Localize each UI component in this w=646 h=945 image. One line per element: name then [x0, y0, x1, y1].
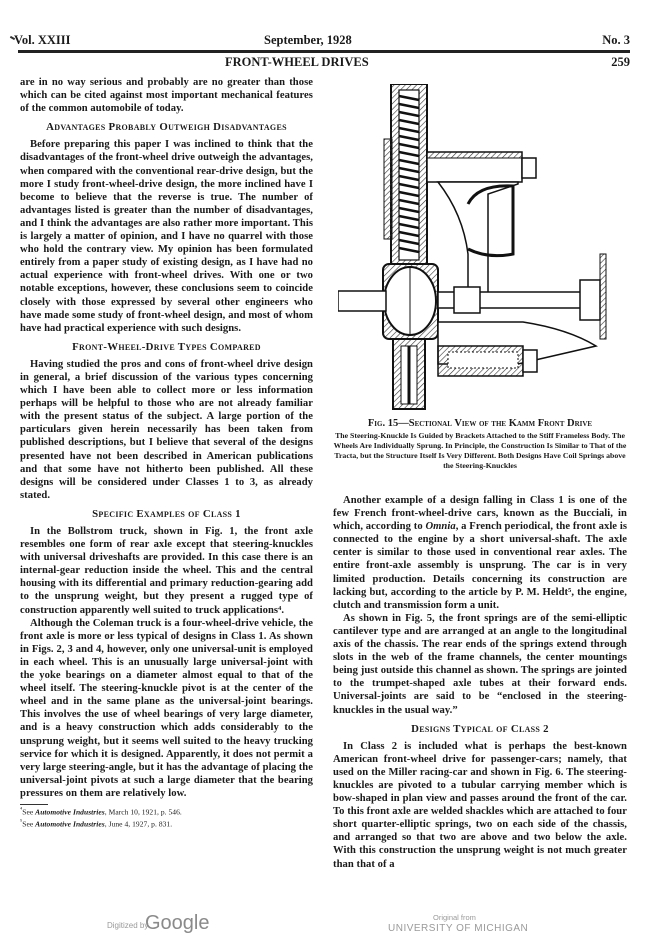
digitization-footer	[0, 912, 646, 938]
figure-caption-text: The Steering-Knuckle Is Guided by Brackets Attached to the Stiff Frameless Body. The Wheels Are Individually Sprung. In Principle, the Construction Is Similar to That of the Tracta, but the Structure Itself Is Very Different. Both Designs Have Coil Springs above the Steering-Knuckles	[333, 431, 627, 470]
body-paragraph: In the Bollstrom truck, shown in Fig. 1, the front axle resembles one form of rear axle except that steering-knuckles with universal driveshafts are provided. In this case there is an internal-gear reduction inside the wheel. This and the central housing with its differential and primary reduction-gearing add to the unsprung weight, but they present a rugged type of construction apparently well suited to truck applications⁴.	[20, 526, 313, 616]
volume-label: Vol. XXIII	[14, 33, 71, 47]
text-run: Another example of a design falling in Class 1 is one of the few French front-wheel-drive cars, known as the Bucciali, in which, according to	[333, 495, 627, 533]
body-paragraph: In Class 2 is included what is perhaps the best-known American front-wheel drive for passenger-cars; namely, that used on the Miller racing-car and shown in Fig. 6. The steering-knuckles are pivoted to a tubular carrying member which is bow-shaped in plan view and passes around the front of the car. To this front axle are welded shackles which are attached to four short quarter-elliptic springs, two on each side of the chassis, and arranged so that two are above and two below the axle. With this construction the unsprung weight is not much greater than that of a	[333, 740, 627, 870]
body-paragraph: Before preparing this paper I was inclined to think that the disadvantages of the front-wheel drive outweigh the advantages, when compared with the conventional rear-drive design, but the more I study front-wheel-drive design, the more inclined have I become to believe that the reverse is true. The number of advantages listed is greater than the number of disadvantages, and I think the advantages are also rather more important. This is largely a matter of opinion, and I have no quarrel with those who hold the contrary view. My opinion has been formulated entirely from a paper study of existing design, as I have had no actual experience with front-wheel drives. With one or two notable exceptions, however, these conclusions seem to coincide closely with those expressed by several other engineers who have made some study of front-wheel design, and most of whom have had practical experience with such designs.	[20, 139, 313, 334]
page-number: 259	[611, 55, 630, 69]
footnote-prefix: See	[22, 807, 36, 817]
section-heading: Advantages Probably Outweigh Disadvantages	[46, 121, 287, 134]
header-rule	[18, 50, 630, 53]
text-run: , a French periodical, the front axle is connected to the engine by a short universal-shaft. The axle center is similar to those used in conventional rear axles. The entire front-axle assembly is unsprung. The car is in very limited production. Details concerning its construction are lacking but, according to the article by P. M. Heldt⁵, the engine, clutch and transmission form a unit.	[333, 521, 627, 611]
footnote-suffix: , June 4, 1927, p. 831.	[104, 819, 173, 829]
footnote	[20, 817, 313, 830]
page-header	[14, 33, 630, 47]
right-column	[333, 494, 627, 871]
body-paragraph: As shown in Fig. 5, the front springs are of the semi-elliptic cantilever type and are arranged at an angle to the longitudinal axis of the chassis. The rear ends of the springs extend through slots in the web of the frame channels, the center mountings being just outside this channel as shown. The springs are jointed to the trumpet-shaped axle tubes at their forward ends. Universal-joints are said to be “enclosed in the steering-knuckles in the usual way.”	[333, 612, 627, 716]
footnote	[20, 805, 313, 818]
footnote-mark: ⁴	[20, 805, 23, 813]
figure-drawing	[338, 84, 628, 414]
body-paragraph: Although the Coleman truck is a four-wheel-drive vehicle, the front axle is more or less typical of designs in Class 1. As shown in Figs. 2, 3 and 4, however, only one universal-unit is employed in each wheel. This is an unusually large universal-joint with the yoke bearings on a diameter almost equal to that of the wheel itself. The steering-knuckle pivot is at the center of the wheel and in the same plane as the universal-joint bearings. This involves the use of wheel bearings of very large diameter, and is a heavy construction which adds considerably to the unsprung weight, but it seems well suited to the heavy trucking service for which it is designed. Apparently, it does not permit a very large steering-angle, but it has the advantage of placing the universal-joint pivots at such a large diameter that the bearing pressures on them are relatively low.	[20, 617, 313, 799]
institution-label: UNIVERSITY OF MICHIGAN	[388, 923, 529, 934]
issue-number: No. 3	[602, 33, 630, 47]
body-paragraph	[333, 494, 627, 612]
original-from-label: Original from	[433, 913, 476, 922]
intro-paragraph: are in no way serious and probably are no greater than those which can be cited against most important mechanical features of the common automobile of today.	[20, 77, 313, 115]
footnote-prefix: See	[22, 819, 36, 829]
footnote-mark: ⁵	[20, 818, 23, 826]
running-title: FRONT-WHEEL DRIVES	[225, 55, 369, 69]
kamm-front-drive-drawing-icon	[338, 84, 628, 414]
body-paragraph: Having studied the pros and cons of front-wheel drive design in general, a brief discussion of the various types concerning which I have been able to collect more or less information perhaps will be helpful to those who are not already familiar with the present status of the subject. A large portion of the particulars given herein necessarily has been taken from published descriptions, but I believe that several of the designs presented have not been described in American publications and that some have not hitherto been published. All these designs will be considered under Classes 1 to 3, as already stated.	[20, 358, 313, 501]
periodical-name: Omnia	[425, 521, 456, 533]
digitized-by-label: Digitized by	[107, 921, 149, 930]
section-heading: Designs Typical of Class 2	[411, 722, 549, 735]
left-column	[20, 76, 313, 830]
issue-date: September, 1928	[264, 33, 352, 47]
footnote-source: Automotive Industries	[35, 807, 105, 817]
figure-caption	[333, 418, 627, 471]
figure-title: Fig. 15—Sectional View of the Kamm Front Drive	[367, 418, 593, 429]
google-logo: Google	[145, 912, 210, 934]
section-heading: Specific Examples of Class 1	[92, 507, 241, 520]
section-heading: Front-Wheel-Drive Types Compared	[72, 340, 261, 353]
footnote-suffix: , March 10, 1921, p. 546.	[104, 807, 182, 817]
footnote-source: Automotive Industries	[35, 819, 105, 829]
